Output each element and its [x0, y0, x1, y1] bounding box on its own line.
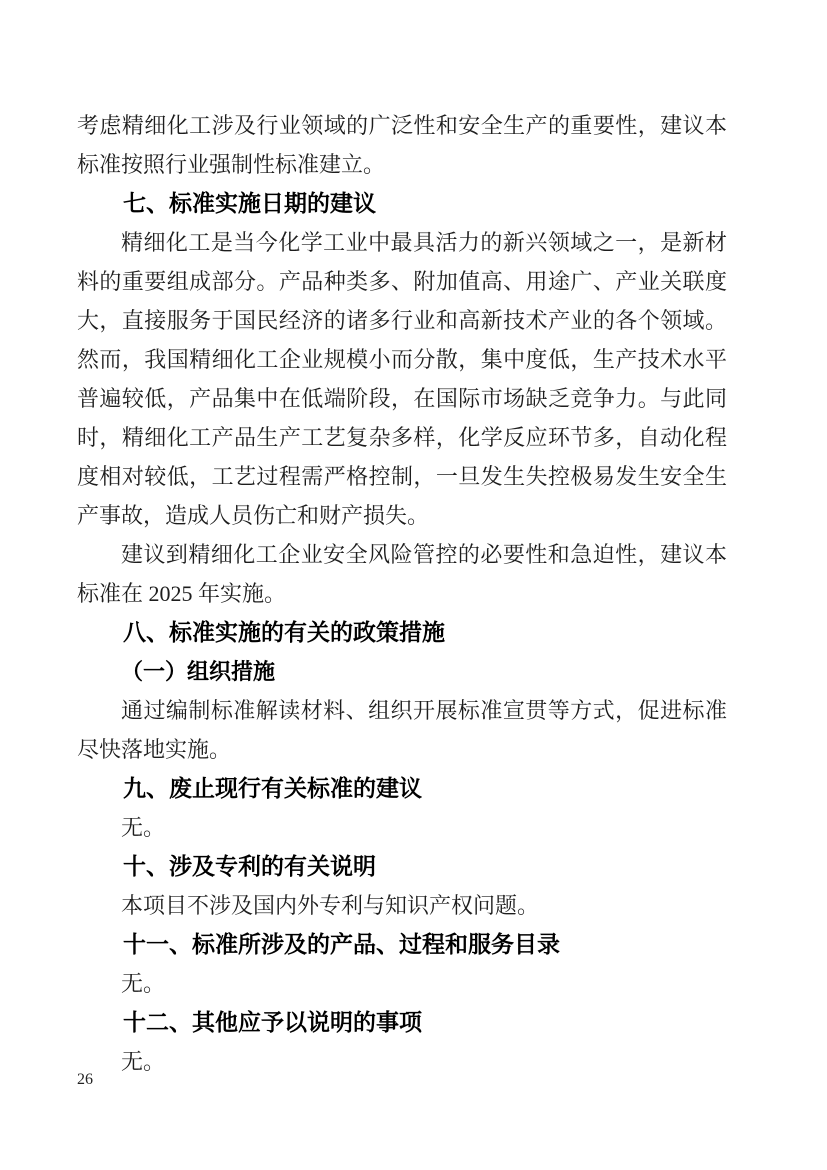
paragraph-section-9-none: 无。 — [121, 815, 166, 840]
heading-section-9-abolish-standards: 九、废止现行有关标准的建议 — [123, 775, 422, 801]
paragraph-section-11-none: 无。 — [121, 971, 166, 996]
paragraph-promotion-measures: 通过编制标准解读材料、组织开展标准宣贯等方式，促进标准尽快落地实施。 — [77, 698, 727, 762]
heading-section-11-product-catalog: 十一、标准所涉及的产品、过程和服务目录 — [123, 931, 560, 957]
document-body — [77, 106, 727, 1081]
heading-section-12-other-notes: 十二、其他应予以说明的事项 — [123, 1009, 422, 1035]
subheading-8-1-organizational-measures: （一）组织措施 — [121, 659, 276, 684]
page-number: 26 — [77, 1071, 93, 1088]
paragraph-fine-chemical-overview: 精细化工是当今化学工业中最具活力的新兴领域之一，是新材料的重要组成部分。产品种类多、附加值高、用途广、产业关联度大，直接服务于国民经济的诸多行业和高新技术产业的各个领域。然而，我国精细化工企业规模小而分散，集中度低，生产技术水平普遍较低，产品集中在低端阶段，在国际市场缺乏竞争力。与此同时，精细化工产品生产工艺复杂多样，化学反应环节多，自动化程度相对较低，工艺过程需严格控制，一旦发生失控极易发生安全生产事故，造成人员伤亡和财产损失。 — [77, 230, 727, 528]
paragraph-standard-type-suggestion: 考虑精细化工涉及行业领域的广泛性和安全生产的重要性，建议本标准按照行业强制性标准建立。 — [77, 113, 727, 177]
paragraph-section-12-none: 无。 — [121, 1049, 166, 1074]
heading-section-7-implementation-date: 七、标准实施日期的建议 — [123, 190, 376, 216]
paragraph-section-10-no-patents: 本项目不涉及国内外专利与知识产权问题。 — [121, 893, 540, 918]
heading-section-8-policy-measures: 八、标准实施的有关的政策措施 — [123, 619, 445, 645]
paragraph-implementation-2025: 建议到精细化工企业安全风险管控的必要性和急迫性，建议本标准在 2025 年实施。 — [77, 542, 727, 606]
heading-section-10-patents: 十、涉及专利的有关说明 — [123, 853, 376, 879]
